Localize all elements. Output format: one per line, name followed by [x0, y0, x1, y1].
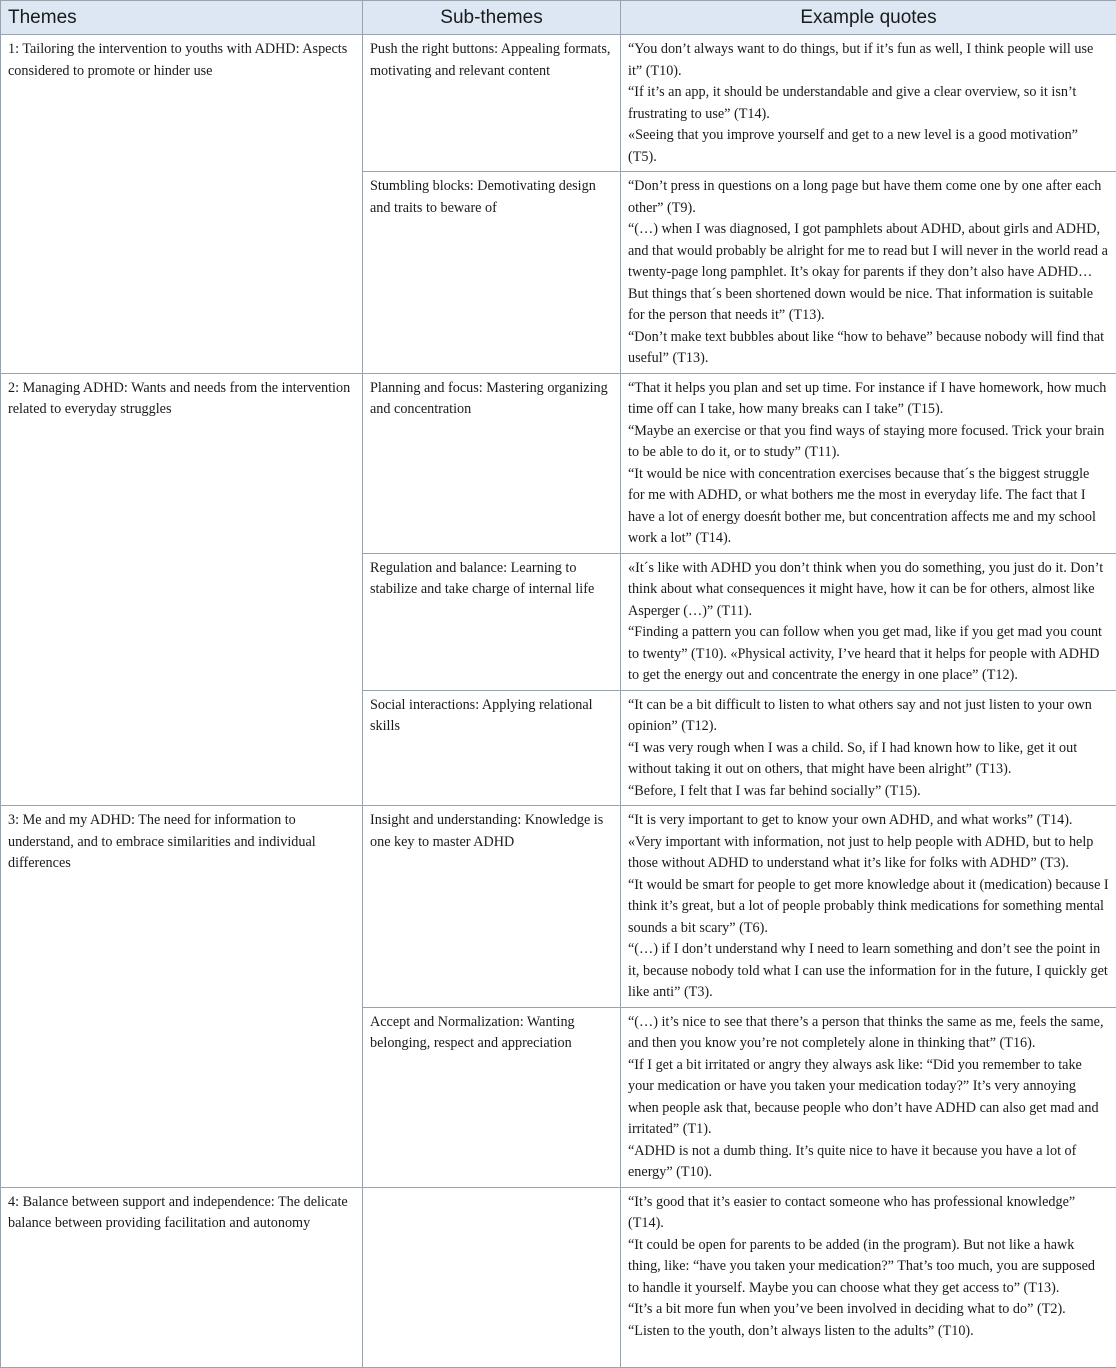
- theme-cell: 4: Balance between support and independence: The delicate balance between providing facilitation and autonomy: [1, 1187, 363, 1367]
- quote: “Maybe an exercise or that you find ways of staying more focused. Trick your brain to be able to do it, or to study” (T11).: [628, 421, 1109, 464]
- table-row: [1, 1187, 1116, 1367]
- table-row: [1, 806, 1116, 1008]
- subtheme-cell: Planning and focus: Mastering organizing and concentration: [363, 373, 621, 553]
- quotes-cell: [621, 1007, 1116, 1187]
- quotes-cell: [621, 806, 1116, 1008]
- quote: «Very important with information, not just to help people with ADHD, but to help those without ADHD to understand what it’s like for folks with ADHD” (T3).: [628, 832, 1109, 875]
- quote: “You don’t always want to do things, but if it’s fun as well, I think people will use it” (T10).: [628, 39, 1109, 82]
- subtheme-cell: Regulation and balance: Learning to stabilize and take charge of internal life: [363, 553, 621, 690]
- quote: “Before, I felt that I was far behind socially” (T15).: [628, 781, 1109, 803]
- quotes-cell: [621, 1187, 1116, 1367]
- quote: “It would be nice with concentration exercises because that´s the biggest struggle for me with ADHD, or what bothers me the most in everyday life. The fact that I have a lot of energy doesńt bother me, but concentration affects me and my school work a lot” (T14).: [628, 464, 1109, 550]
- quote: “That it helps you plan and set up time. For instance if I have homework, how much time off can I take, how many breaks can I take” (T15).: [628, 378, 1109, 421]
- quote: “It would be smart for people to get more knowledge about it (medication) because I think it’s great, but a lot of people probably think medications for something mental sounds a bit scary” (T6).: [628, 875, 1109, 940]
- subtheme-cell: Accept and Normalization: Wanting belonging, respect and appreciation: [363, 1007, 621, 1187]
- header-subthemes: Sub-themes: [363, 1, 621, 35]
- quotes-cell: [621, 35, 1116, 172]
- quote: “If it’s an app, it should be understandable and give a clear overview, so it isn’t frustrating to use” (T14).: [628, 82, 1109, 125]
- subtheme-cell: Insight and understanding: Knowledge is one key to master ADHD: [363, 806, 621, 1008]
- quotes-cell: [621, 172, 1116, 374]
- quotes-cell: [621, 373, 1116, 553]
- quote: “If I get a bit irritated or angry they always ask like: “Did you remember to take your medication or have you taken your medication today?” It’s very annoying when people ask that, because people who don’t have ADHD can also get mad and irritated” (T1).: [628, 1055, 1109, 1141]
- theme-cell: 3: Me and my ADHD: The need for information to understand, and to embrace similarities and individual differences: [1, 806, 363, 1188]
- header-row: [1, 1, 1116, 35]
- subtheme-cell: [363, 1187, 621, 1367]
- quote: “Don’t make text bubbles about like “how to behave” because nobody will find that useful” (T13).: [628, 327, 1109, 370]
- quote: “(…) when I was diagnosed, I got pamphlets about ADHD, about girls and ADHD, and that would probably be alright for me to read but I will never in the world read a twenty-page long pamphlet. It’s okay for parents if they don’t also have ADHD… But things that´s been shortened down would be nice. That information is suitable for the person that needs it” (T13).: [628, 219, 1109, 327]
- quote: «Seeing that you improve yourself and get to a new level is a good motivation” (T5).: [628, 125, 1109, 168]
- theme-cell: 1: Tailoring the intervention to youths with ADHD: Aspects considered to promote or hinder use: [1, 35, 363, 374]
- quotes-cell: [621, 553, 1116, 690]
- quote: “Listen to the youth, don’t always listen to the adults” (T10).: [628, 1321, 1109, 1343]
- quote: “It can be a bit difficult to listen to what others say and not just listen to your own opinion” (T12).: [628, 695, 1109, 738]
- quote: «It´s like with ADHD you don’t think when you do something, you just do it. Don’t think about what consequences it might have, how it can be for others, almost like Asperger (…)” (T11).: [628, 558, 1109, 623]
- quote: “(…) it’s nice to see that there’s a person that thinks the same as me, feels the same, and then you know you’re not completely alone in thinking that” (T16).: [628, 1012, 1109, 1055]
- quote: “(…) if I don’t understand why I need to learn something and don’t see the point in it, because nobody told what I can use the information for in the future, I quickly get like anti” (T3).: [628, 939, 1109, 1004]
- quote: “ADHD is not a dumb thing. It’s quite nice to have it because you have a lot of energy” (T10).: [628, 1141, 1109, 1184]
- subtheme-cell: Stumbling blocks: Demotivating design and traits to beware of: [363, 172, 621, 374]
- quote: “It’s a bit more fun when you’ve been involved in deciding what to do” (T2).: [628, 1299, 1109, 1321]
- quote: “Don’t press in questions on a long page but have them come one by one after each other” (T9).: [628, 176, 1109, 219]
- theme-cell: 2: Managing ADHD: Wants and needs from the intervention related to everyday struggles: [1, 373, 363, 806]
- header-quotes: Example quotes: [621, 1, 1116, 35]
- quote: “Finding a pattern you can follow when you get mad, like if you get mad you count to twenty” (T10). «Physical activity, I’ve heard that it helps for people with ADHD to get the energy out and concentrate the energy in one place” (T12).: [628, 622, 1109, 687]
- subtheme-cell: Push the right buttons: Appealing formats, motivating and relevant content: [363, 35, 621, 172]
- quote: “It could be open for parents to be added (in the program). But not like a hawk thing, like: “have you taken your medication?” That’s too much, you are supposed to handle it yourself. Maybe you can choose what they get access to” (T13).: [628, 1235, 1109, 1300]
- table-row: [1, 35, 1116, 172]
- quotes-cell: [621, 690, 1116, 806]
- subtheme-cell: Social interactions: Applying relational skills: [363, 690, 621, 806]
- header-themes: Themes: [1, 1, 363, 35]
- quote: “I was very rough when I was a child. So, if I had known how to like, get it out without taking it out on others, that might have been alright” (T13).: [628, 738, 1109, 781]
- table-row: [1, 373, 1116, 553]
- quote: “It’s good that it’s easier to contact someone who has professional knowledge” (T14).: [628, 1192, 1109, 1235]
- quote: “It is very important to get to know your own ADHD, and what works” (T14).: [628, 810, 1109, 832]
